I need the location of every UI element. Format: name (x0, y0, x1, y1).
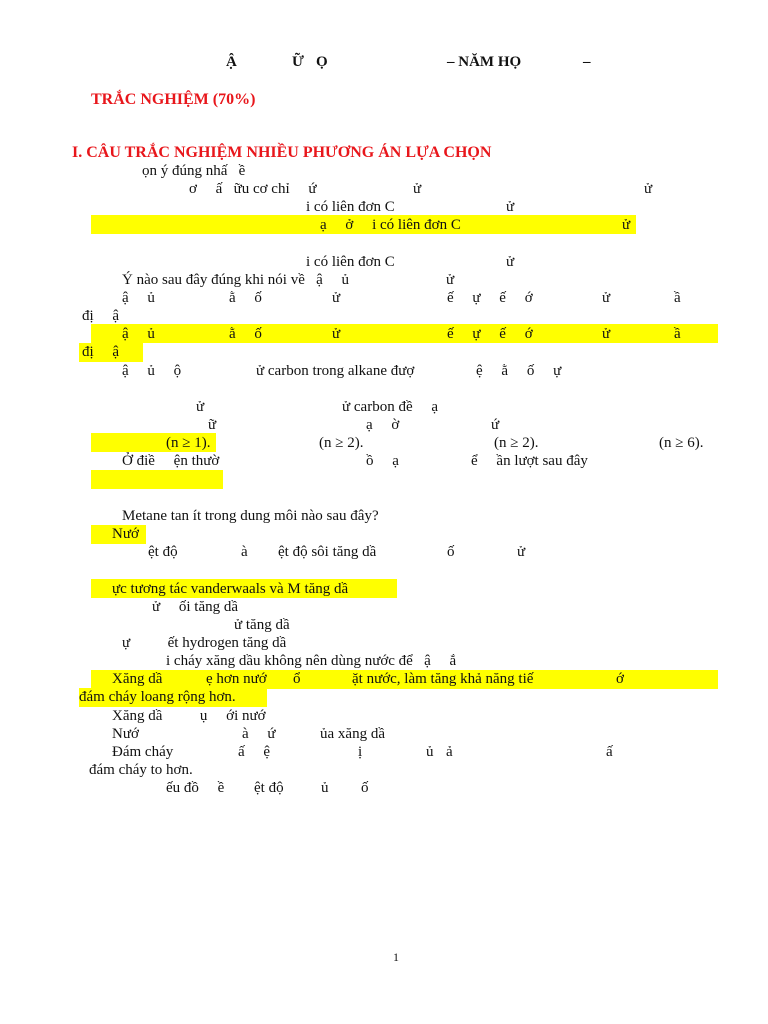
text-line: ị (358, 744, 363, 760)
text-line: ế ự ế ớ (447, 290, 533, 306)
text-line: đị ậ (82, 344, 120, 360)
text-line: Ý nào sau đây đúng khi nói về ậ ủ (122, 272, 350, 288)
text-line: ử (506, 254, 515, 270)
text-line: (n ≥ 2). (494, 435, 539, 451)
text-line: đám cháy loang rộng hơn. (79, 689, 236, 705)
text-line: i có liên đơn C (306, 254, 395, 270)
text-line: ử (332, 326, 341, 342)
text-line: Đám cháy (112, 744, 174, 760)
highlight-bar (91, 470, 223, 489)
text-line: ệt độ (148, 544, 178, 560)
text-line: ự ết hydrogen tăng dầ (122, 635, 287, 651)
text-line: ậ ủ (122, 290, 155, 306)
text-line: Nướ (112, 726, 139, 742)
text-line: à (241, 544, 248, 560)
text-line: ầ (674, 326, 681, 342)
text-line: ử (602, 290, 611, 306)
section-title: TRẮC NGHIỆM (70%) (91, 91, 256, 108)
header-part: Ọ (316, 54, 328, 70)
text-line: ử (332, 290, 341, 306)
header-part: Ữ (292, 54, 304, 70)
text-line: ử carbon đề ạ (342, 399, 439, 415)
text-line: ử ối tăng dầ (152, 599, 239, 615)
text-line: ố (447, 544, 455, 560)
text-line: ệt độ (254, 780, 284, 796)
text-line: ạ ở i có liên đơn C (320, 217, 461, 233)
text-line: ạ ờ (366, 417, 400, 433)
text-line: ế ự ế ớ (447, 326, 533, 342)
text-line: ử (517, 544, 526, 560)
text-line: đám cháy to hơn. (89, 762, 193, 778)
text-line: ử (602, 326, 611, 342)
subsection-title: I. CÂU TRẮC NGHIỆM NHIỀU PHƯƠNG ÁN LỰA CHỌN (72, 144, 492, 161)
text-line: i có liên đơn C (306, 199, 395, 215)
header-part: – (583, 54, 591, 70)
text-line: đị ậ (82, 308, 120, 324)
text-line: ấ (606, 744, 613, 760)
text-line: ử (506, 199, 515, 215)
text-line: i cháy xăng dầu không nên dùng nước để ậ ắ (166, 653, 457, 669)
header-part: – NĂM HỌ (447, 54, 522, 70)
text-line: ử (196, 399, 205, 415)
text-line: ử (446, 272, 455, 288)
text-line: (n ≥ 1). (166, 435, 211, 451)
text-line: ể ần lượt sau đây (471, 453, 588, 469)
text-line: ồ ạ (366, 453, 399, 469)
text-line: ấ ệ (238, 744, 271, 760)
text-line: ủ (321, 780, 329, 796)
text-line: ủa xăng dầ (320, 726, 385, 742)
text-line: ử carbon trong alkane đượ (256, 363, 415, 379)
text-line: ếu đồ ề (166, 780, 225, 796)
text-line: ằ ố (229, 290, 262, 306)
text-line: à ứ (242, 726, 276, 742)
text-line: ằ ố (229, 326, 262, 342)
text-line: ậ ủ (122, 326, 155, 342)
text-line: ặt nước, làm tăng khả năng tiế (352, 671, 534, 687)
text-line: ử (622, 217, 631, 233)
text-line: ẹ hơn nướ (206, 671, 267, 687)
text-line: ứ (491, 417, 500, 433)
text-line: ổ (293, 671, 301, 687)
page-number: 1 (393, 950, 399, 964)
text-line: ử tăng dầ (234, 617, 290, 633)
text-line: ả (446, 744, 453, 760)
text-line: ố (361, 780, 369, 796)
text-line: Metane tan ít trong dung môi nào sau đây? (122, 508, 379, 524)
text-line: ủ (426, 744, 434, 760)
text-line: (n ≥ 6). (659, 435, 704, 451)
text-line: Ở điề ện thườ (122, 453, 220, 469)
text-line: ầ (674, 290, 681, 306)
text-line: (n ≥ 2). (319, 435, 364, 451)
text-line: Nướ (112, 526, 139, 542)
text-line: ơ ấ ữu cơ chỉ ứ (189, 181, 317, 197)
text-line: ậ ủ ộ (122, 363, 182, 379)
text-line: ọn ý đúng nhấ ề (142, 163, 246, 179)
text-line: ực tương tác vanderwaals và M tăng dầ (112, 581, 349, 597)
text-line: Xăng dầ (112, 671, 163, 687)
text-line: Xăng dầ ụ ới nướ (112, 708, 266, 724)
text-line: ệ ằ ố ự (476, 363, 562, 379)
text-line: ớ (616, 671, 624, 687)
highlight-bar (91, 324, 718, 343)
text-line: ữ (208, 417, 217, 433)
text-line: ệt độ sôi tăng dầ (278, 544, 377, 560)
text-line: ử (644, 181, 653, 197)
text-line: ử (413, 181, 422, 197)
header-part: Ậ (226, 54, 237, 70)
